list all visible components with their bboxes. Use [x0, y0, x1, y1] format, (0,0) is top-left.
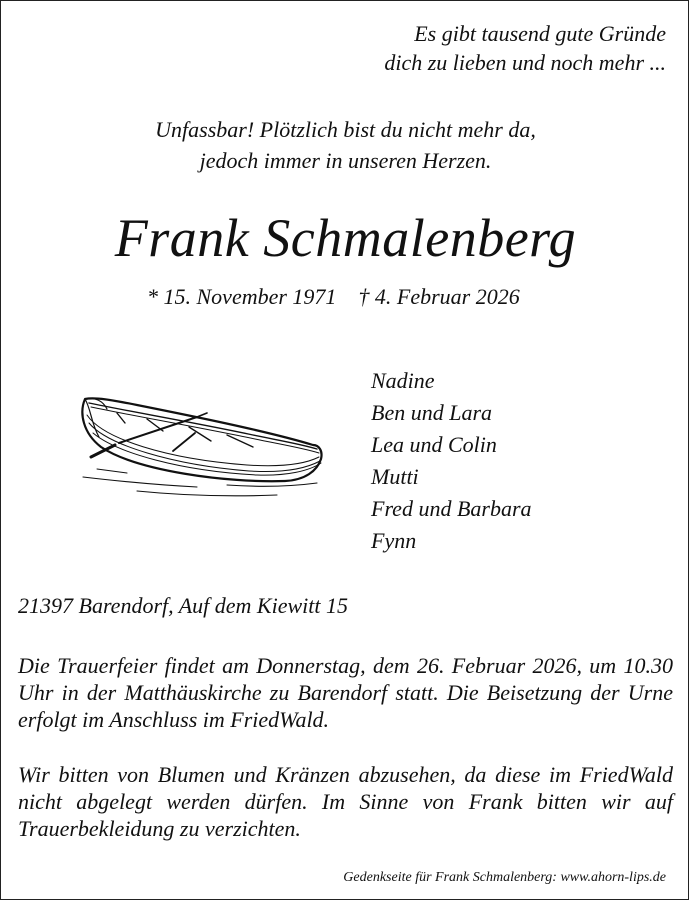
- intro-line-1: Unfassbar! Plötzlich bist du nicht mehr da,: [155, 117, 536, 142]
- memorial-page-footer: Gedenkseite für Frank Schmalenberg: www.ahorn-lips.de: [343, 870, 666, 885]
- rowing-boat-icon: [77, 393, 329, 503]
- list-item: Fred und Barbara: [371, 496, 532, 521]
- address: 21397 Barendorf, Auf dem Kiewitt 15: [18, 593, 348, 618]
- mourners-list: [371, 365, 532, 557]
- list-item: Mutti: [371, 464, 419, 489]
- list-item: Ben und Lara: [371, 400, 492, 425]
- opening-quote: [384, 19, 666, 77]
- list-item: Lea und Colin: [371, 432, 497, 457]
- list-item: Nadine: [371, 368, 435, 393]
- funeral-info-paragraph: Die Trauerfeier findet am Donnerstag, dem 26. Februar 2026, um 10.30 Uhr in der Matthäuskirche zu Barendorf statt. Die Beisetzung der Urne erfolgt im Anschluss im FriedWald.: [18, 653, 673, 732]
- life-dates: [147, 283, 520, 311]
- quote-line-1: Es gibt tausend gute Gründe: [414, 21, 666, 46]
- intro-line-2: jedoch immer in unseren Herzen.: [199, 148, 492, 173]
- list-item: Fynn: [371, 528, 417, 553]
- request-paragraph: Wir bitten von Blumen und Kränzen abzusehen, da diese im FriedWald nicht abgelegt werden dürfen. Im Sinne von Frank bitten wir auf Trauerbekleidung zu verzichten.: [18, 762, 673, 841]
- quote-line-2: dich zu lieben und noch mehr ...: [384, 50, 666, 75]
- deceased-name: Frank Schmalenberg: [114, 208, 577, 268]
- birth-date: * 15. November 1971: [147, 284, 337, 309]
- death-date: † 4. Februar 2026: [358, 284, 520, 309]
- intro-text: [1, 114, 689, 176]
